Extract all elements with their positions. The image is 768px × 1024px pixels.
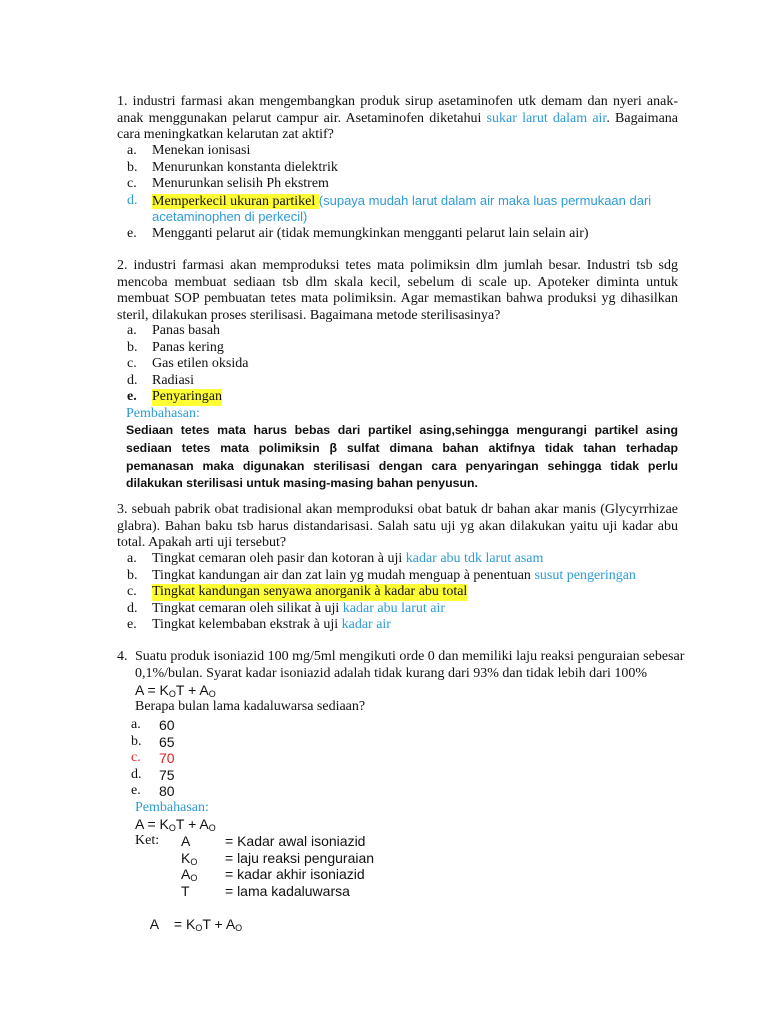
formula-sub: O	[208, 689, 216, 699]
q4-formula-2	[135, 816, 216, 835]
q2-option-e-correct	[117, 389, 678, 406]
option-text: Tingkat kelembaban ekstrak à uji	[152, 617, 342, 632]
option-letter: e.	[131, 783, 141, 798]
formula-part: T + A	[175, 816, 209, 832]
option-letter: d.	[127, 600, 138, 616]
option-letter: a.	[127, 323, 137, 338]
formula-part: A = K	[135, 682, 169, 698]
ket-sym-main: A	[181, 866, 191, 882]
q4-question-text: Berapa bulan lama kadaluwarsa sediaan?	[135, 699, 366, 714]
option-text-wrap	[152, 193, 678, 211]
ket-sym-main: K	[181, 849, 191, 866]
option-text: Gas etilen oksida	[152, 356, 249, 371]
q1-option-a	[117, 143, 678, 160]
q2-pembahasan-label	[117, 406, 678, 423]
ket-sym-sub: O	[190, 873, 198, 883]
option-note-cont: acetaminophen di perkecil)	[152, 209, 308, 224]
option-text: 60	[159, 717, 175, 733]
q4-option-c-correct	[117, 750, 678, 767]
option-text: Tingkat cemaran oleh pasir dan kotoran à uji	[152, 551, 406, 566]
option-text: Tingkat cemaran oleh silikat à uji	[152, 600, 343, 616]
ket-symbol: T	[181, 882, 190, 899]
q3-option-b	[117, 568, 678, 585]
q4-option-d	[117, 767, 678, 784]
formula-sub: O	[168, 689, 176, 699]
option-letter: c.	[131, 750, 141, 765]
option-letter: a.	[127, 551, 137, 566]
q1-text-a: 1. industri farmasi akan mengembangkan produk sirup asetaminofen utk demam dan nyeri anak-anak menggunakan pelarut campur air. Asetaminofen diketahui	[117, 94, 678, 126]
q1-option-b	[117, 160, 678, 177]
ket-symbol: A	[181, 833, 191, 849]
option-text-wrap	[152, 568, 636, 585]
ket-desc: = laju reaksi penguraian	[225, 849, 375, 866]
q4-option-a	[117, 717, 678, 734]
option-letter: a.	[131, 717, 141, 732]
option-letter: d.	[127, 192, 138, 208]
formula-sub: O	[195, 922, 203, 933]
q1-text-b: . Bagaimana cara meningkatkan kelarutan zat aktif?	[117, 110, 678, 142]
option-letter: e.	[127, 225, 137, 241]
option-letter: d.	[127, 372, 138, 388]
formula-sub: O	[235, 922, 243, 933]
formula-sub: O	[208, 823, 216, 833]
option-text-highlighted: Memperkecil ukuran partikel	[152, 193, 319, 209]
pembahasan-label: Pembahasan:	[126, 405, 200, 421]
formula-sub: O	[168, 823, 176, 833]
q3-option-c-correct	[117, 584, 678, 601]
option-text: 70	[159, 750, 175, 766]
option-letter: c.	[127, 176, 137, 191]
q1-option-e	[117, 226, 678, 243]
option-text: Menurunkan selisih Ph ekstrem	[152, 176, 329, 191]
option-text: 80	[159, 783, 175, 799]
option-answer: kadar air	[341, 617, 391, 632]
q4-option-b	[117, 734, 678, 751]
option-text: Mengganti pelarut air (tidak memungkinkan mengganti pelarut lain selain air)	[152, 225, 589, 241]
q2-question: 2. industri farmasi akan memproduksi tetes mata polimiksin dlm jumlah besar. Industri tsb sdg mencoba membuat sediaan tsb dlm skala kecil, sebelum di scale up. Apoteker diminta untuk membuat SOP pembuatan tetes mata polimiksin. Agar memastikan bahwa produksi yg dihasilkan steril, dilakukan proses sterilisasi. Bagaimana metode sterilisasinya?	[117, 258, 678, 323]
q3-option-d	[117, 601, 678, 618]
option-answer: kadar abu larut air	[342, 600, 446, 616]
formula-part: A = K	[135, 816, 169, 832]
option-text-wrap	[152, 601, 445, 618]
option-text: 65	[159, 733, 175, 750]
q4-ket-label: Ket:	[135, 833, 160, 848]
q2-option-c	[117, 356, 678, 373]
option-note: (supaya mudah larut dalam air maka luas permukaan dari	[318, 192, 652, 208]
option-letter: e.	[127, 389, 137, 404]
ket-desc: = kadar akhir isoniazid	[225, 866, 365, 882]
q1-option-d-note-cont	[117, 209, 678, 226]
option-text-wrap	[152, 617, 391, 634]
ket-desc: = Kadar awal isoniazid	[225, 833, 366, 849]
option-text: Panas kering	[152, 339, 224, 355]
option-text: Menurunkan konstanta dielektrik	[152, 159, 338, 175]
q2-pembahasan-text: Sediaan tetes mata harus bebas dari partikel asing,sehingga mengurangi partikel asing sediaan tetes mata polimiksin β sulfat dimana bahan aktifnya tidak tahan terhadap pemanasan maka digunakan sterilisasi dengan cara penyaringan sehingga tidak perlu dilakukan sterilisasi untuk masing-masing bahan penyusun.	[126, 423, 678, 491]
option-text: Radiasi	[152, 372, 194, 388]
option-letter: c.	[127, 584, 137, 599]
q1-option-d-correct	[117, 193, 678, 210]
ket-sym-sub: O	[190, 856, 198, 867]
q4-line2: 0,1%/bulan. Syarat kadar isoniazid adalah tidak kurang dari 93% dan tidak lebih dari 100%	[135, 665, 648, 681]
q4-formula	[135, 682, 216, 701]
q2-option-d	[117, 373, 678, 390]
option-letter: c.	[127, 356, 137, 371]
q4-option-e	[117, 783, 678, 800]
option-answer: kadar abu tdk larut asam	[405, 551, 544, 566]
option-letter: d.	[131, 766, 142, 782]
ket-desc: = lama kadaluwarsa	[225, 882, 350, 899]
q1-question	[117, 94, 678, 144]
option-letter: b.	[127, 339, 138, 355]
q3-question: 3. sebuah pabrik obat tradisional akan memproduksi obat batuk dr bahan akar manis (Glycyrrhizae glabra). Bahan baku tsb harus distandarisasi. Salah satu uji yg akan dilakukan yaitu uji kadar abu total. Apakah arti uji tersebut?	[117, 502, 678, 550]
q4-line1: Suatu produk isoniazid 100 mg/5ml mengikuti orde 0 dan memiliki laju reaksi penguraian sebesar	[135, 649, 685, 664]
option-text: Menekan ionisasi	[152, 143, 251, 158]
q1-option-c	[117, 176, 678, 193]
option-text-highlighted: Tingkat kandungan senyawa anorganik à kadar abu total	[152, 584, 468, 599]
formula-part: T + A	[175, 682, 209, 698]
option-letter: b.	[127, 159, 138, 175]
option-text-wrap	[152, 551, 543, 568]
formula-part: A = K	[149, 915, 196, 932]
option-letter: e.	[127, 617, 137, 632]
option-letter: b.	[127, 567, 138, 583]
formula-part: T + A	[202, 915, 236, 932]
option-letter: b.	[131, 733, 142, 749]
option-text: 75	[159, 766, 175, 783]
option-text: Panas basah	[152, 323, 221, 338]
option-text-highlighted: Penyaringan	[152, 389, 222, 404]
q4-pembahasan-label: Pembahasan:	[135, 799, 209, 815]
q4-formula-3	[135, 899, 242, 951]
q2-option-a	[117, 323, 678, 340]
option-text: Tingkat kandungan air dan zat lain yg mudah menguap à penentuan	[152, 567, 535, 583]
q3-option-e	[117, 617, 678, 634]
q2-option-b	[117, 340, 678, 357]
q4-number: 4.	[117, 649, 128, 664]
q3-option-a	[117, 551, 678, 568]
option-answer: susut pengeringan	[534, 567, 636, 583]
q1-key-phrase: sukar larut dalam air	[486, 110, 607, 126]
option-letter: a.	[127, 143, 137, 158]
